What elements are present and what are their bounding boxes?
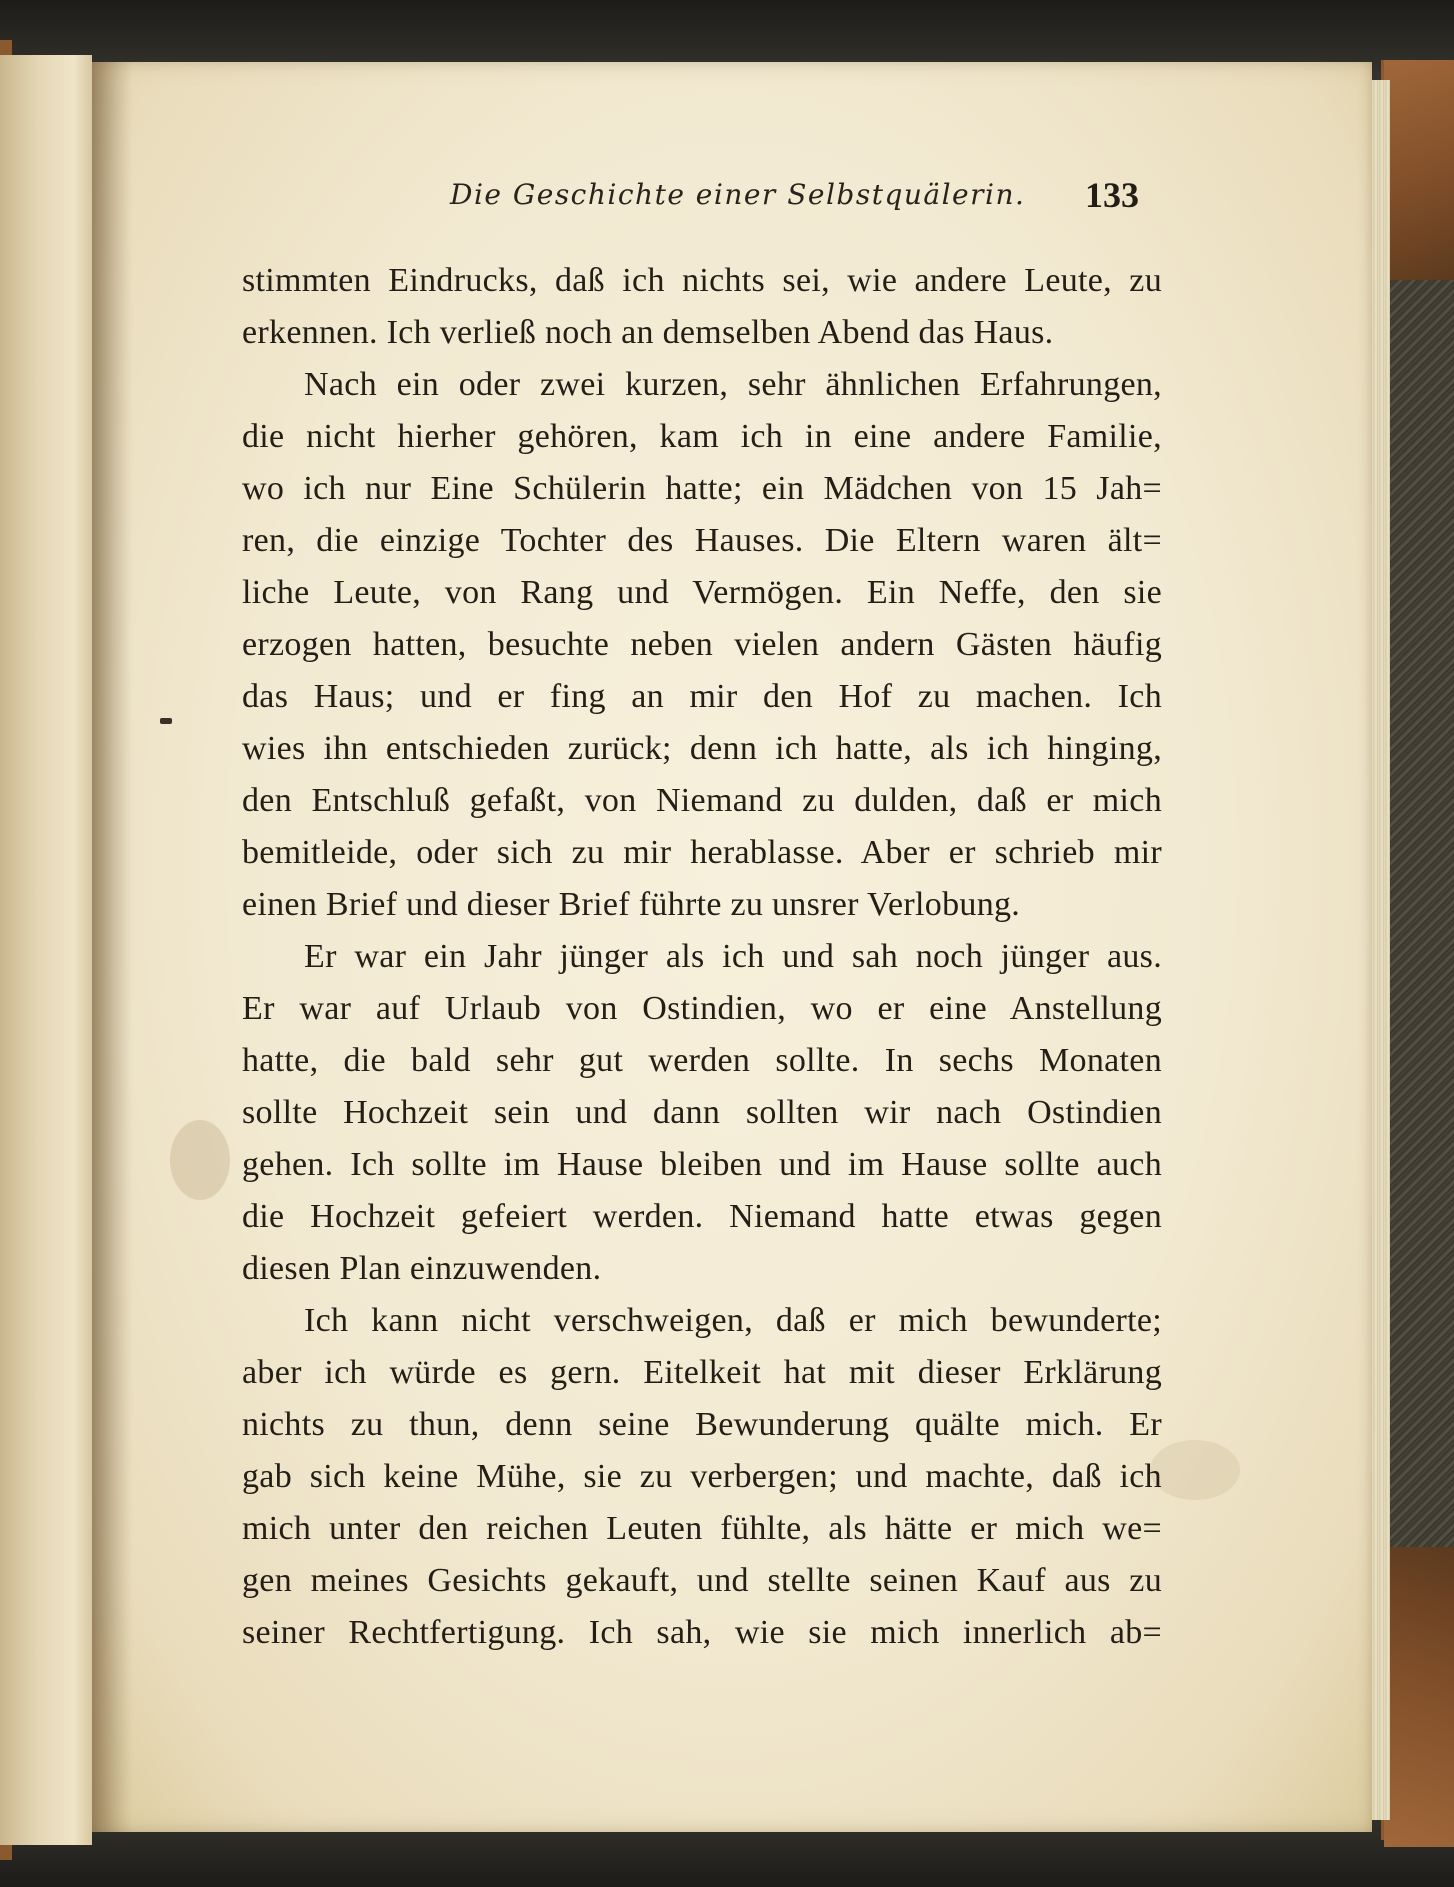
gutter-shadow: [92, 62, 132, 1832]
text-line: gab sich keine Mühe, sie zu verbergen; und machte, daß ich: [242, 1458, 1162, 1495]
text-line: diesen Plan einzuwenden.: [242, 1250, 602, 1287]
paper-stain: [1150, 1440, 1240, 1500]
text-line: bemitleide, oder sich zu mir herablasse. Aber er schrieb mir: [242, 834, 1162, 871]
text-line: hatte, die bald sehr gut werden sollte. In sechs Monaten: [242, 1042, 1162, 1079]
text-line: den Entschluß gefaßt, von Niemand zu dulden, daß er mich: [242, 782, 1162, 819]
text-line: gehen. Ich sollte im Hause bleiben und im Hause sollte auch: [242, 1146, 1162, 1183]
running-header: Die Geschichte einer Selbstquälerin.: [450, 178, 1026, 211]
text-line: gen meines Gesichts gekauft, und stellte seinen Kauf aus zu: [242, 1562, 1162, 1599]
page-number: 133: [1085, 175, 1139, 215]
text-line: wo ich nur Eine Schülerin hatte; ein Mädchen von 15 Jah=: [242, 470, 1162, 507]
text-line: Er war auf Urlaub von Ostindien, wo er eine Anstellung: [242, 990, 1162, 1027]
text-line: aber ich würde es gern. Eitelkeit hat mit dieser Erklärung: [242, 1354, 1162, 1391]
paper-stain: [170, 1120, 230, 1200]
text-line: seiner Rechtfertigung. Ich sah, wie sie mich innerlich ab=: [242, 1614, 1162, 1651]
text-line: mich unter den reichen Leuten fühlte, als hätte er mich we=: [242, 1510, 1162, 1547]
body-text: [242, 255, 1162, 1659]
text-line: die Hochzeit gefeiert werden. Niemand hatte etwas gegen: [242, 1198, 1162, 1235]
text-line: sollte Hochzeit sein und dann sollten wir nach Ostindien: [242, 1094, 1162, 1131]
text-line: stimmten Eindrucks, daß ich nichts sei, wie andere Leute, zu: [242, 262, 1162, 299]
text-line: Ich kann nicht verschweigen, daß er mich bewunderte;: [304, 1302, 1162, 1339]
text-line: ren, die einzige Tochter des Hauses. Die Eltern waren ält=: [242, 522, 1162, 559]
text-line: die nicht hierher gehören, kam ich in eine andere Familie,: [242, 418, 1162, 455]
text-line: Er war ein Jahr jünger als ich und sah noch jünger aus.: [304, 938, 1162, 975]
text-line: Nach ein oder zwei kurzen, sehr ähnlichen Erfahrungen,: [304, 366, 1162, 403]
leather-corner-top: [1384, 60, 1454, 280]
facing-page-edge: [0, 55, 92, 1845]
text-line: erzogen hatten, besuchte neben vielen andern Gästen häufig: [242, 626, 1162, 663]
leather-corner-bottom: [1384, 1547, 1454, 1847]
text-line: liche Leute, von Rang und Vermögen. Ein Neffe, den sie: [242, 574, 1162, 611]
ink-mark: [160, 718, 172, 724]
text-line: wies ihn entschieden zurück; denn ich hatte, als ich hinging,: [242, 730, 1162, 767]
text-line: einen Brief und dieser Brief führte zu unsrer Verlobung.: [242, 886, 1021, 923]
text-line: nichts zu thun, denn seine Bewunderung quälte mich. Er: [242, 1406, 1162, 1443]
text-line: erkennen. Ich verließ noch an demselben Abend das Haus.: [242, 314, 1054, 351]
text-line: das Haus; und er fing an mir den Hof zu machen. Ich: [242, 678, 1162, 715]
